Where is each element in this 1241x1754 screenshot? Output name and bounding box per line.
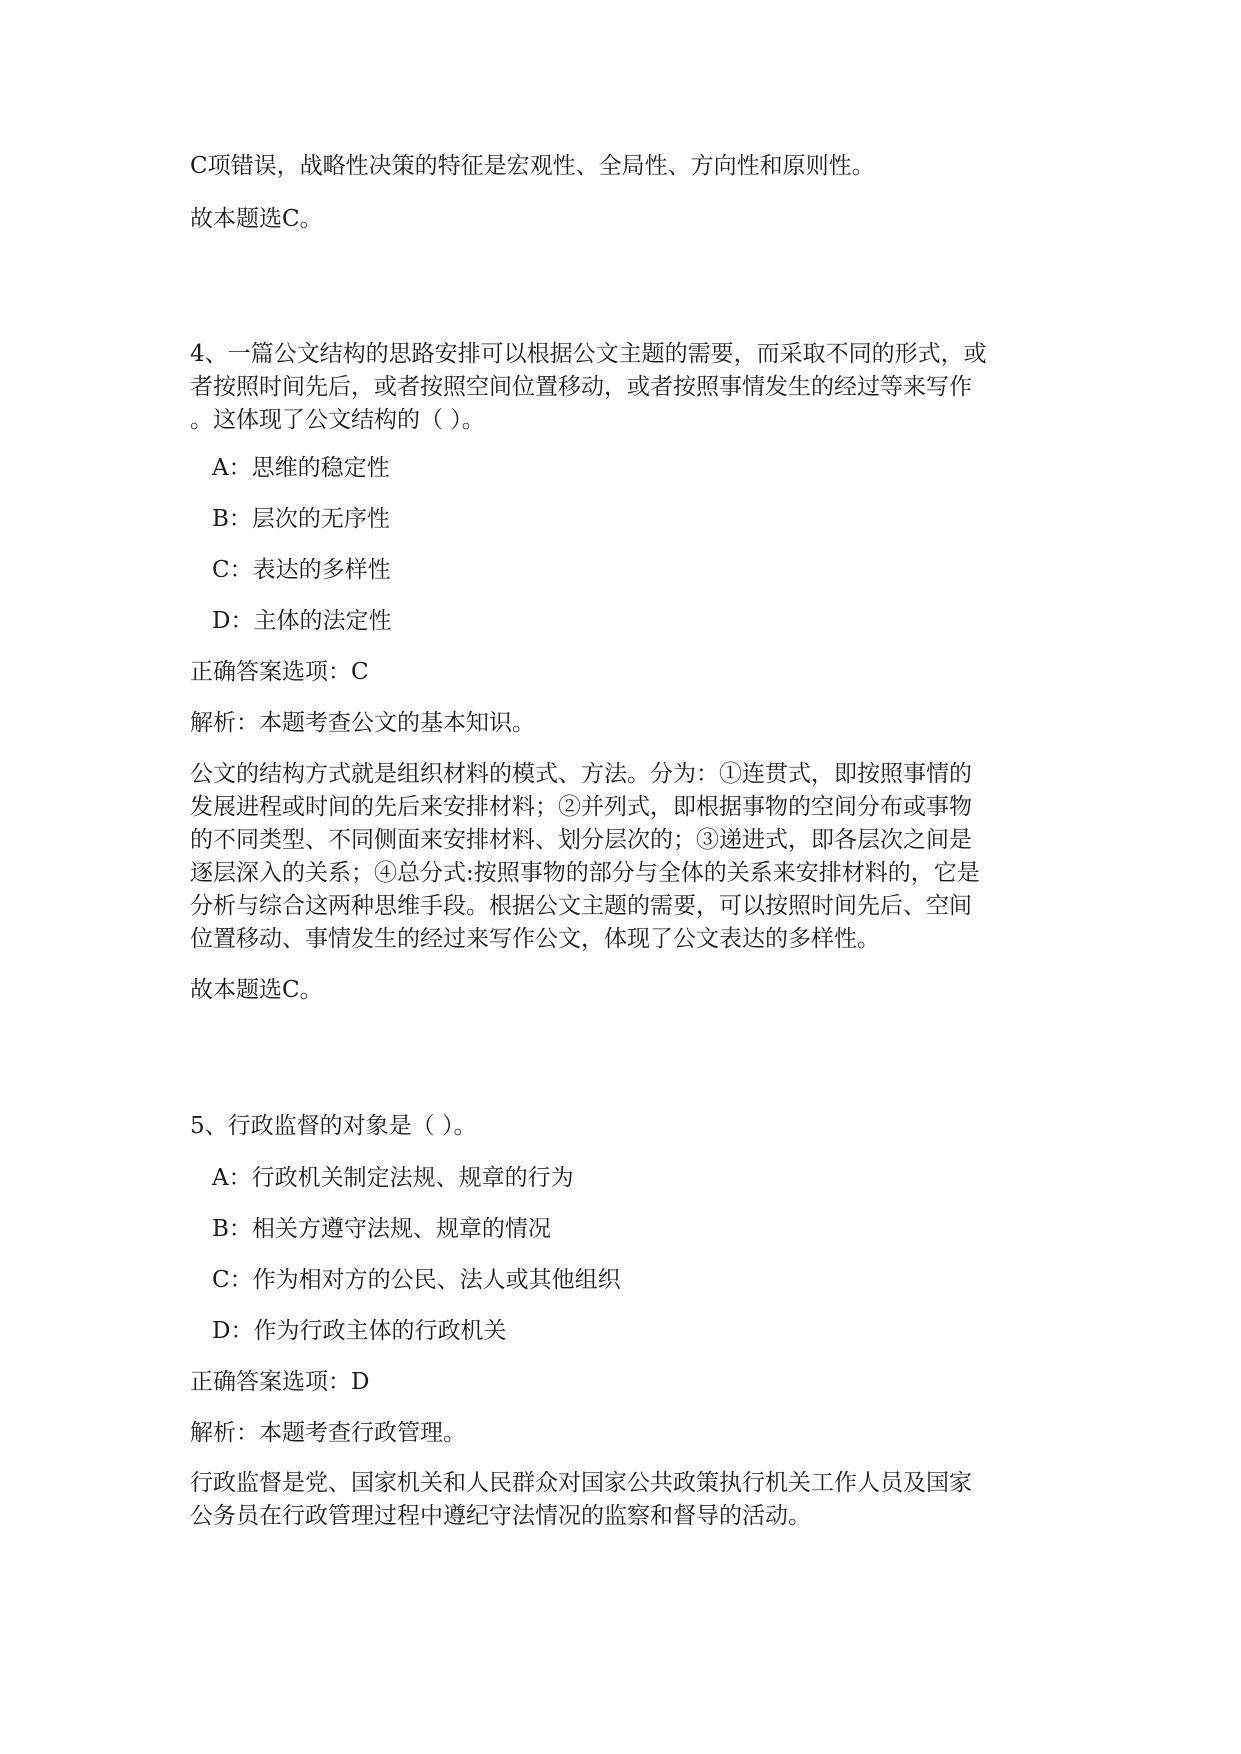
q5-option-c: C：作为相对方的公民、法人或其他组织 bbox=[212, 1267, 621, 1293]
q4-answer: 正确答案选项：C bbox=[190, 659, 369, 685]
q4-analysis: 解析：本题考查公文的基本知识。 bbox=[190, 710, 535, 736]
q5-analysis: 解析：本题考查行政管理。 bbox=[190, 1420, 466, 1446]
q4-option-b: B：层次的无序性 bbox=[212, 506, 390, 532]
q5-option-b: B：相关方遵守法规、规章的情况 bbox=[212, 1216, 551, 1242]
q5-answer: 正确答案选项：D bbox=[190, 1369, 370, 1395]
prev-conclusion: 故本题选C。 bbox=[190, 206, 323, 232]
q4-option-a: A：思维的稳定性 bbox=[212, 455, 390, 481]
q5-option-a: A：行政机关制定法规、规章的行为 bbox=[212, 1165, 574, 1191]
q4-stem: 4、一篇公文结构的思路安排可以根据公文主题的需要，而采取不同的形式，或 者按照时间先后，或者按照空间位置移动，或者按照事情发生的经过等来写作 。这体现了公文结构的（ ）。 bbox=[190, 341, 987, 433]
q4-conclusion: 故本题选C。 bbox=[190, 977, 323, 1003]
prev-explanation-line: C项错误，战略性决策的特征是宏观性、全局性、方向性和原则性。 bbox=[190, 153, 875, 179]
q4-explanation: 公文的结构方式就是组织材料的模式、方法。分为：①连贯式，即按照事情的 发展进程或时间的先后来安排材料；②并列式，即根据事物的空间分布或事物 的不同类型、不同侧面来安排材料、划分层次的；③递进式，即各层次之间是 逐层深入的关系；④总分式:按照事物的部分与全体的关系来安排材料的，它是 分析与综合这两种思维手段。根据公文主题的需要，可以按照时间先后、空间 位置移动、事情发生的经过来写作公文，体现了公文表达的多样性。 bbox=[190, 761, 980, 952]
q4-option-d: D：主体的法定性 bbox=[212, 608, 392, 634]
q5-option-d: D：作为行政主体的行政机关 bbox=[212, 1318, 507, 1344]
q5-stem: 5、行政监督的对象是（ ）。 bbox=[190, 1113, 477, 1139]
q5-explanation: 行政监督是党、国家机关和人民群众对国家公共政策执行机关工作人员及国家 公务员在行政管理过程中遵纪守法情况的监察和督导的活动。 bbox=[190, 1470, 972, 1529]
q4-option-c: C：表达的多样性 bbox=[212, 557, 391, 583]
